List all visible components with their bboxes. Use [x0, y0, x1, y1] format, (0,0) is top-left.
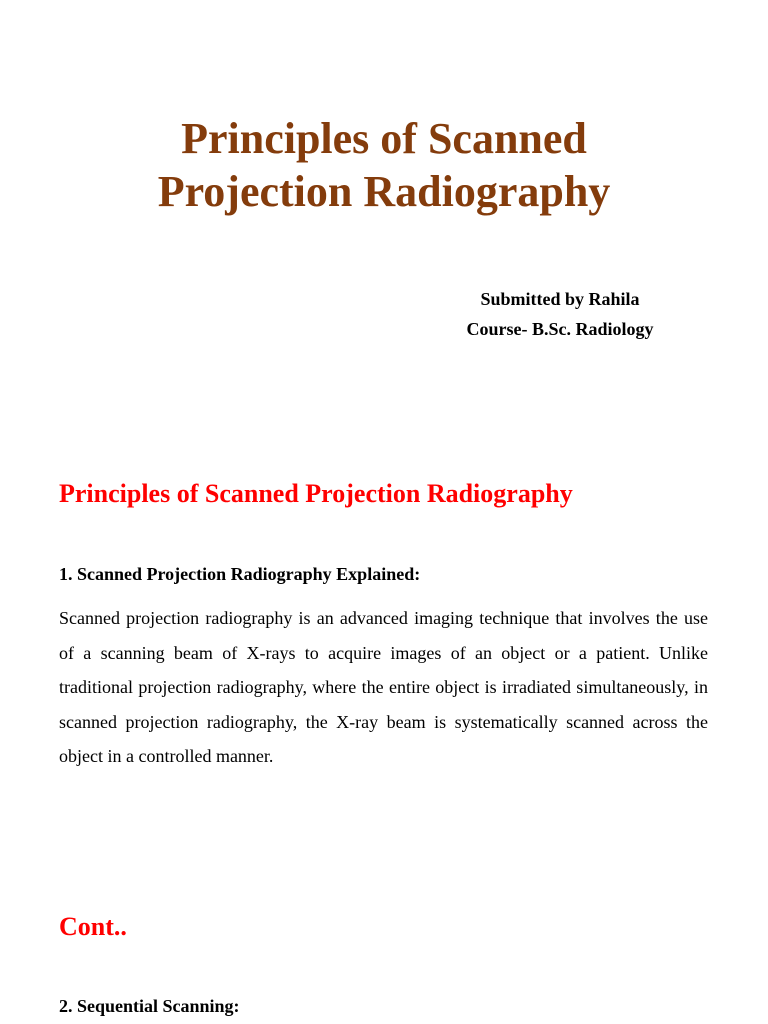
body-paragraph: Scanned projection radiography is an advanced imaging technique that involves the use of a scanning beam of X-rays to acquire images of an object or a patient. Unlike traditional projection radiography, where the entire object is irradiated simultaneously, in scanned projection radiography, the X-ray beam is systematically scanned across the object in a controlled manner. — [59, 608, 708, 766]
section-heading: Principles of Scanned Projection Radiography — [59, 479, 573, 508]
continuation-heading: Cont.. — [59, 912, 127, 941]
course-text: Course- B.Sc. Radiology — [466, 319, 654, 339]
submitted-by-text: Submitted by Rahila — [480, 289, 640, 309]
document-title-line-2: Projection Radiography — [157, 167, 611, 216]
subsection-heading: 1. Scanned Projection Radiography Explained: — [59, 564, 421, 584]
submission-info — [440, 284, 680, 344]
document-title — [0, 112, 768, 218]
document-title-line-1: Principles of Scanned — [181, 114, 587, 163]
subsection-heading-2: 2. Sequential Scanning: — [59, 996, 240, 1016]
